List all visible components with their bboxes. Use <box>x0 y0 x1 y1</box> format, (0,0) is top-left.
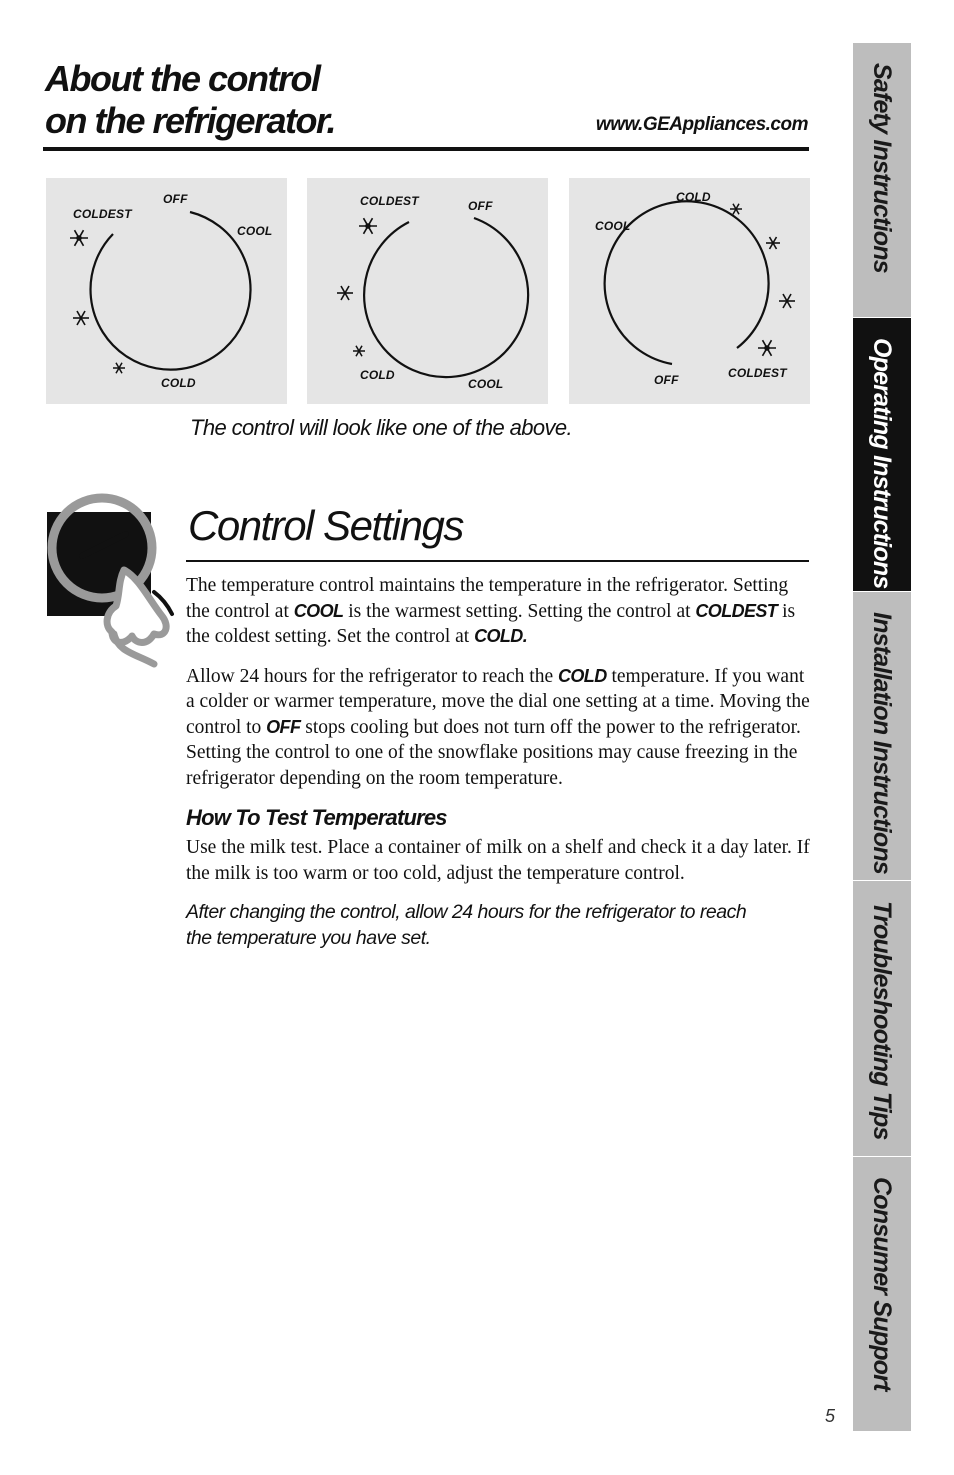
text: is the coldest setting. Set the control at <box>186 600 796 647</box>
dial-3-coldest-label: COLDEST <box>728 366 787 380</box>
snowflake-icon <box>337 286 353 300</box>
dial-1-cold-label: COLD <box>161 376 196 390</box>
text: The temperature control maintains the temperature in the refrigerator. Setting the control at <box>186 575 789 622</box>
tab-label: Safety Instructions <box>868 63 896 273</box>
section-tabs-sidebar <box>853 43 911 1431</box>
tab-label: Operating Instructions <box>868 338 896 589</box>
dial-3-cool-label: COOL <box>595 219 631 233</box>
dial-1-off-label: OFF <box>163 192 188 206</box>
dial-1-coldest-label: COLDEST <box>73 207 132 221</box>
snowflake-icon <box>353 346 365 356</box>
page-title-line-2: on the refrigerator. <box>45 100 336 141</box>
tab-label: Consumer Support <box>868 1177 896 1391</box>
dial-panel-2 <box>307 178 548 404</box>
snowflake-icon <box>779 294 795 308</box>
page-title-line-1: About the control <box>45 58 320 99</box>
dial-3-off-label: OFF <box>654 373 679 387</box>
page-number: 5 <box>825 1406 836 1426</box>
dial-caption: The control will look like one of the above. <box>190 415 573 440</box>
section-body <box>186 573 812 965</box>
website-url: www.GEAppliances.com <box>595 114 808 135</box>
header-divider <box>43 147 809 151</box>
dial-panel-1 <box>46 178 287 404</box>
paragraph-adjusting <box>186 664 812 792</box>
tab-safety-instructions[interactable] <box>853 43 911 318</box>
snowflake-icon <box>766 237 780 249</box>
setting-keyword: OFF <box>266 716 301 737</box>
text: temperature. If you want a colder or warmer temperature, move the dial one setting at a time. Moving the control to <box>186 665 810 738</box>
knob-hand-icon <box>44 486 176 676</box>
tab-troubleshooting-tips[interactable] <box>853 881 911 1157</box>
snowflake-icon <box>113 363 125 373</box>
setting-keyword: COLDEST <box>695 600 778 621</box>
setting-keyword: COLD <box>558 665 607 686</box>
text: is the warmest setting. Setting the control at <box>343 600 696 622</box>
dial-2-cold-label: COLD <box>360 368 395 382</box>
tab-installation-instructions[interactable] <box>853 592 911 881</box>
snowflake-icon <box>758 340 776 356</box>
setting-keyword: COLD. <box>474 626 528 646</box>
dial-2-graphic <box>307 178 548 404</box>
page-title <box>45 58 335 142</box>
tab-operating-instructions[interactable] <box>853 318 911 592</box>
paragraph-milk-test: Use the milk test. Place a container of milk on a shelf and check it a day later. If the milk is too warm or too cold, adjust the temperature control. <box>186 837 810 884</box>
dial-2-cool-label: COOL <box>468 377 504 391</box>
tab-consumer-support[interactable] <box>853 1157 911 1431</box>
paragraph-control-overview <box>186 573 812 650</box>
dial-1-cool-label: COOL <box>237 224 273 238</box>
snowflake-icon <box>70 230 88 246</box>
section-title: Control Settings <box>188 502 463 549</box>
dial-2-off-label: OFF <box>468 199 493 213</box>
dial-illustrations <box>46 178 810 404</box>
tab-label: Installation Instructions <box>868 612 896 874</box>
setting-keyword: COOL <box>293 600 344 621</box>
note-text: After changing the control, allow 24 hours for the refrigerator to reach the temperature you have set. <box>186 901 747 949</box>
section-divider <box>186 560 809 562</box>
snowflake-icon <box>730 204 742 214</box>
dial-2-coldest-label: COLDEST <box>360 194 419 208</box>
snowflake-icon <box>359 218 377 234</box>
subheading-test-temperatures: How To Test Temperatures <box>186 805 447 830</box>
text: Allow 24 hours for the refrigerator to reach the <box>186 665 558 687</box>
text: stops cooling but does not turn off the power to the refrigerator. Setting the control to one of the snowflake positions may cause freezing in the refrigerator depending on the room temperature. <box>186 716 801 789</box>
tab-label: Troubleshooting Tips <box>868 901 896 1140</box>
dial-3-cold-label: COLD <box>676 190 711 204</box>
dial-panel-3 <box>569 178 810 404</box>
snowflake-icon <box>73 311 89 325</box>
